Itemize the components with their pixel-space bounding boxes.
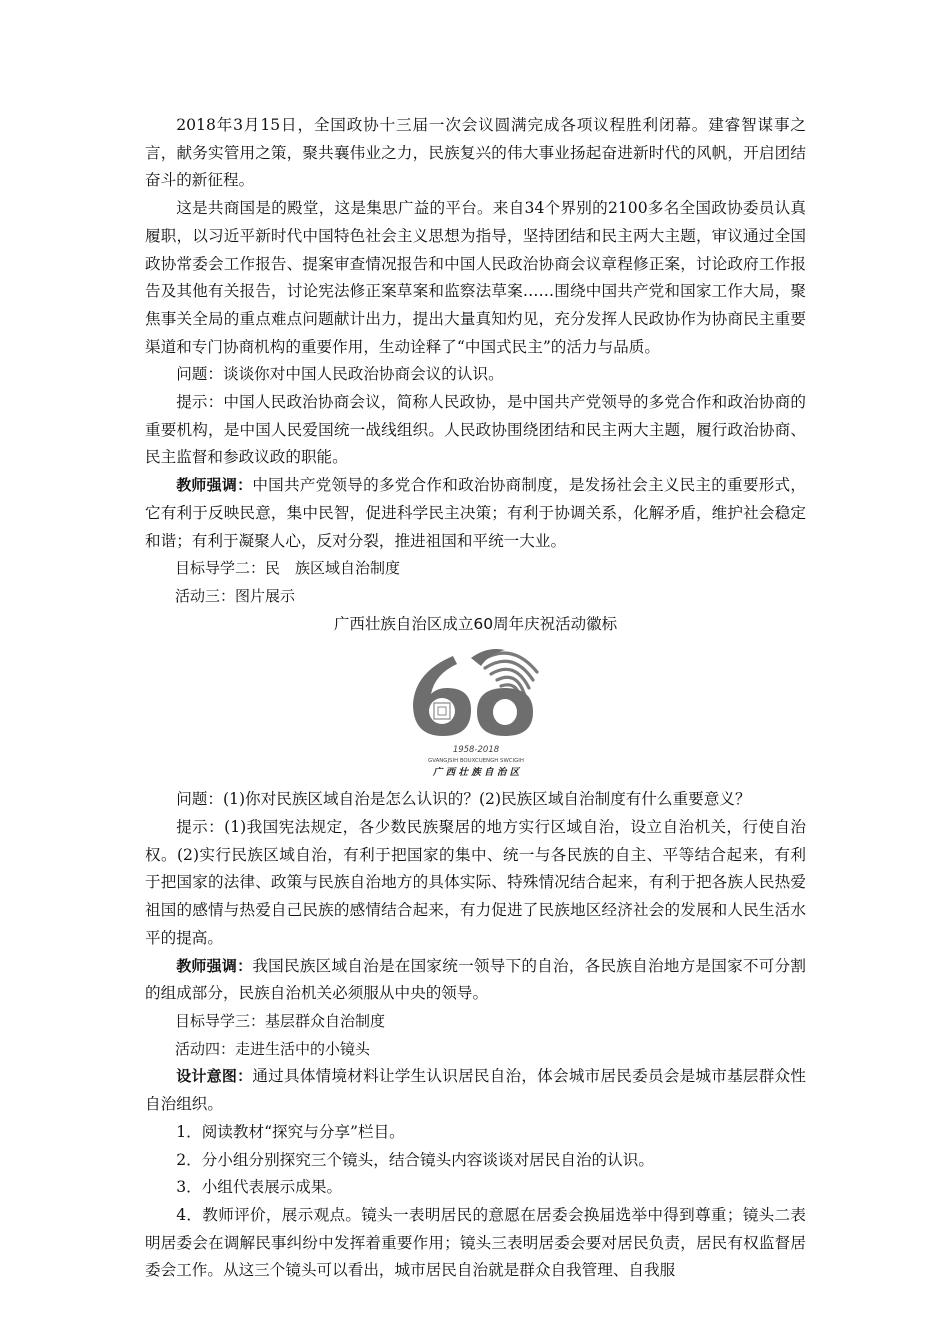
logo-chinese-text: 广 西 壮 族 自 治 区: [432, 767, 519, 779]
step-3: 3．小组代表展示成果。: [176, 1178, 343, 1197]
paragraph-cppcc-platform: 这是共商国是的殿堂，这是集思广益的平台。来自34个界别的2100多名全国政协委员认真履职，以习近平新时代中国特色社会主义思想为指导，坚持团结和民主两大主题，审议通过全国政协常委会工作报告、提案审查情况报告和中国人民政治协商会议章程修正案，讨论政府工作报告及其他有关报告，讨论宪法修正案草案和监察法草案……围绕中国共产党和国家工作大局，聚焦事关全局的重点难点问题献计出力，提出大量真知灼见，充分发挥人民政协作为协商民主重要渠道和专门协商机构的重要作用，生动诠释了“中国式民主”的活力与品质。: [145, 199, 806, 356]
activity-4-heading: 活动四：走进生活中的小镜头: [175, 1039, 371, 1058]
teacher-emphasis-2: [145, 953, 806, 1008]
hint-ethnic-autonomy: 提示：(1)我国宪法规定，各少数民族聚居的地方实行区域自治，设立自治机关，行使自治权。(2)实行民族区域自治，有利于把国家的集中、统一与各民族的自主、平等结合起来，有利于把国家的法律、政策与民族自治地方的具体实际、特殊情况结合起来，有利于把各族人民热爱祖国的感情与热爱自己民族的感情结合起来，有力促进了民族地区经济社会的发展和人民生活水平的提高。: [145, 818, 806, 947]
logo-years: 1958-2018: [452, 745, 499, 756]
teacher-emphasis-label: 教师强调：: [176, 956, 253, 975]
design-intent-text: 通过具体情境材料让学生认识居民自治，体会城市居民委员会是城市基层群众性自治组织。: [145, 1067, 806, 1114]
paragraph-npc-meeting: 2018年3月15日，全国政协十三届一次会议圆满完成各项议程胜利闭幕。建睿智谋事之言，献务实管用之策，聚共襄伟业之力，民族复兴的伟大事业扬起奋进新时代的风帆，开启团结奋斗的新征程。: [145, 116, 806, 190]
question-ethnic-autonomy: 问题：(1)你对民族区域自治是怎么认识的？(2)民族区域自治制度有什么重要意义？: [176, 790, 751, 809]
question-cppcc: 问题：谈谈你对中国人民政治协商会议的认识。: [176, 365, 504, 384]
section-heading-3: 目标导学三：基层群众自治制度: [175, 1011, 386, 1030]
step-4: 4．教师评价，展示观点。镜头一表明居民的意愿在居委会换届选举中得到尊重；镜头二表明居委会在调解民事纠纷中发挥着重要作用；镜头三表明居委会要对居民负责，居民有权监督居委会工作。从这三个镜头可以看出，城市居民自治就是群众自我管理、自我服: [145, 1205, 806, 1280]
logo-zhuang-text: GVANGJSIH BOUXCUENGH SWCIGIH: [427, 758, 524, 765]
figure-title: 广西壮族自治区成立60周年庆祝活动徽标: [333, 614, 618, 633]
activity-3-heading: 活动三：图片展示: [175, 586, 296, 605]
section-heading-2: 目标导学二：民 族区域自治制度: [175, 559, 401, 578]
document-page: [145, 112, 806, 1285]
teacher-emphasis-label: 教师强调：: [176, 476, 253, 495]
design-intent-label: 设计意图：: [176, 1067, 253, 1086]
design-intent: [145, 1063, 806, 1118]
guangxi-60-logo: [145, 642, 806, 780]
hint-cppcc: 提示：中国人民政治协商会议，简称人民政协，是中国共产党领导的多党合作和政治协商的重要机构，是中国人民爱国统一战线组织。人民政协围绕团结和民主两大主题，履行政治协商、民主监督和参政议政的职能。: [145, 393, 806, 467]
step-2: 2．分小组分别探究三个镜头，结合镜头内容谈谈对居民自治的认识。: [176, 1150, 654, 1169]
anniversary-emblem-icon: [401, 642, 551, 780]
teacher-emphasis-1: [145, 472, 806, 555]
step-1: 1．阅读教材“探究与分享”栏目。: [176, 1122, 405, 1141]
teacher-emphasis-text: 中国共产党领导的多党合作和政治协商制度，是发扬社会主义民主的重要形式，它有利于反映民意，集中民智，促进科学民主决策；有利于协调关系，化解矛盾，维护社会稳定和谐；有利于凝聚人心，反对分裂，推进祖国和平统一大业。: [145, 476, 806, 550]
teacher-emphasis-text: 我国民族区域自治是在国家统一领导下的自治，各民族自治地方是国家不可分割的组成部分，民族自治机关必须服从中央的领导。: [145, 956, 806, 1003]
